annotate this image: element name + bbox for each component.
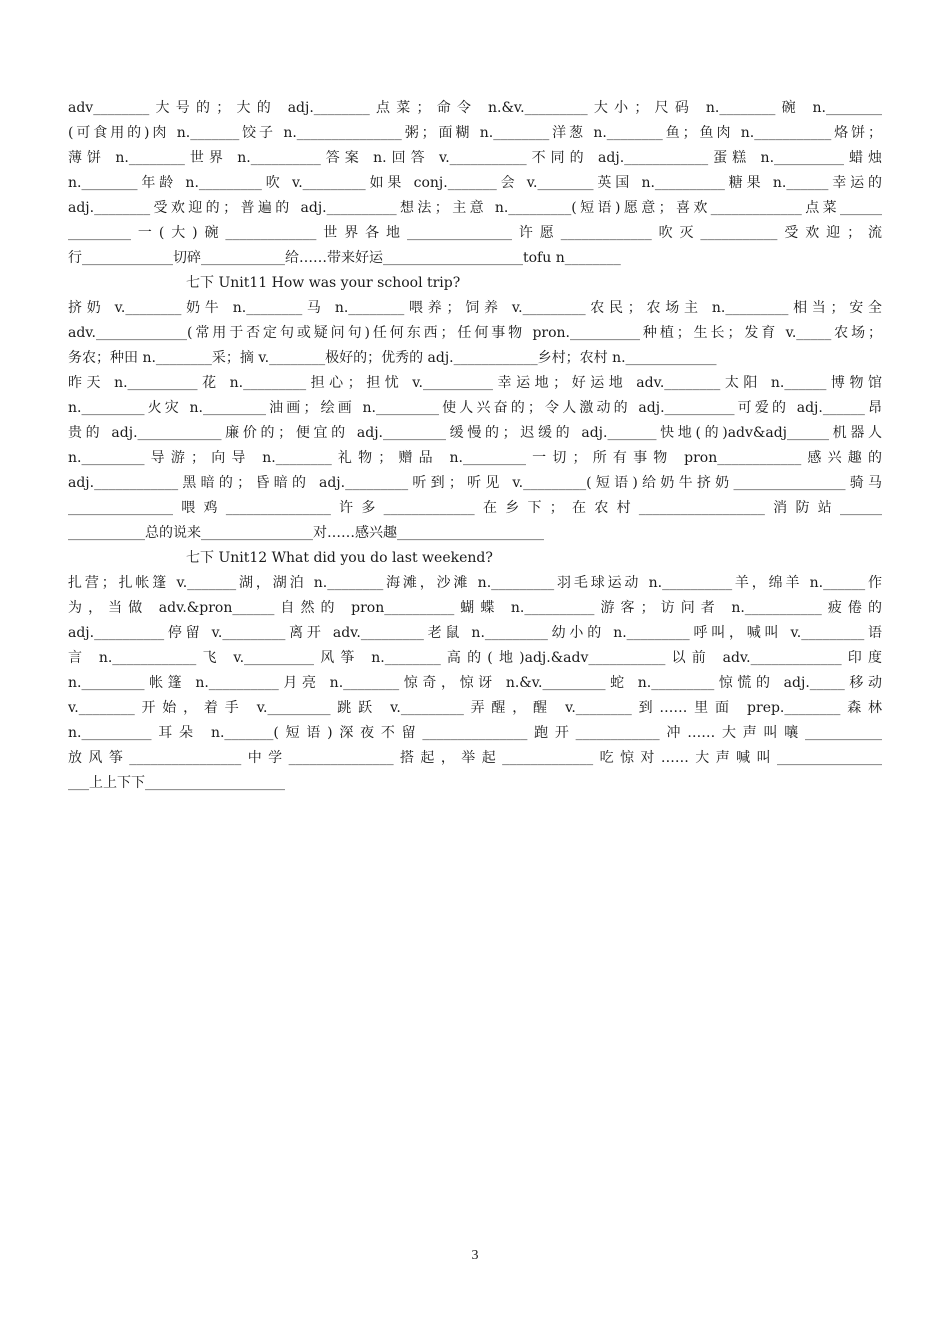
vocab-line: adj.________受欢迎的；普遍的 adj.__________想法；主意 n._________(短语)愿意；喜欢_____________点菜______ — [68, 200, 882, 216]
unit12-heading: 七下 Unit12 What did you do last weekend? — [186, 550, 493, 566]
vocab-line: n.__________耳朵 n._______(短语)深夜不留_______________跑开____________冲……大声叫嚷___________ — [68, 725, 882, 741]
vocab-line: n._________火灾 n._________油画；绘画 n._________使人兴奋的；令人激动的 adj.__________可爱的 adj.______昂 — [68, 400, 882, 416]
vocab-line: 言 n.____________飞 v.__________风筝 n.________高的(地)adj.&adv___________以前 adv._____________印度 — [68, 650, 882, 666]
vocab-line: adv________大号的；大的 adj.________点菜；命令 n.&v._________大小；尺码 n.________碗 n.________ — [68, 100, 882, 116]
vocab-line: 扎营；扎帐篷 v._______湖，湖泊 n.________海滩，沙滩 n._________羽毛球运动 n.__________羊，绵羊 n.______作 — [68, 575, 882, 591]
vocab-line: 挤奶 v.________奶牛 n.________马 n.________喂养；饲养 v._________农民；农场主 n._________相当；安全 — [68, 300, 882, 316]
vocab-line: 行_____________切碎____________给……带来好运____________________tofu n________ — [68, 250, 621, 266]
unit12-section — [68, 546, 882, 796]
vocab-line: adj.____________黑暗的；昏暗的 adj._________听到；听见 v._________(短语)给奶牛挤奶________________骑马 — [68, 475, 882, 491]
vocab-line: n.________年龄 n._________吹 v._________如果 conj._______会 v.________英国 n.__________糖果 n.______幸运的 — [68, 175, 882, 191]
vocab-line: v.________开始，着手 v._________跳跃 v._________弄醒，醒 v.________到……里面 prep.________森林 — [68, 700, 882, 716]
vocab-line: 贵的 adj.____________廉价的；便宜的 adj._________缓慢的；迟缓的 adj._______快地(的)adv&adj______机器人 — [68, 425, 882, 441]
vocab-line: 为，当做 adv.&pron______自然的 pron__________蝴蝶 n.__________游客；访问者 n.___________疲倦的 — [68, 600, 882, 616]
unit11-heading: 七下 Unit11 How was your school trip? — [186, 275, 461, 291]
unit10-section — [68, 96, 882, 271]
worksheet-page — [68, 96, 882, 796]
vocab-line: 放风筝________________中学_______________搭起，举起_____________吃惊对……大声喊叫_______________ — [68, 750, 882, 766]
vocab-line: _________一(大)碗_____________世界各地_______________许愿_____________吹灭___________受欢迎；流 — [68, 225, 882, 241]
vocab-line: 务农；种田 n.________采；摘 v.________极好的；优秀的 adj.____________乡村；农村 n._____________ — [68, 350, 717, 366]
page-number: 3 — [471, 1248, 479, 1263]
vocab-line: 昨天 n.__________花 n._________担心；担忧 v.__________幸运地；好运地 adv.________太阳 n.______博物馆 — [68, 375, 882, 391]
vocab-line: adv._____________(常用于否定句或疑问句)任何东西；任何事物 pron.__________种植；生长；发育 v._____农场； — [68, 325, 882, 341]
unit11-section — [68, 271, 882, 546]
vocab-line: adj.__________停留 v._________离开 adv._________老鼠 n._________幼小的 n._________呼叫，喊叫 v._________语 — [68, 625, 882, 641]
vocab-line: n._________导游；向导 n.________礼物；赠品 n._________一切；所有事物 pron____________感兴趣的 — [68, 450, 882, 466]
vocab-line: ___上上下下____________________ — [68, 775, 285, 791]
vocab-line: n._________帐篷 n.__________月亮 n.________惊奇，惊讶 n.&v._________蛇 n._________惊慌的 adj._____移动 — [68, 675, 882, 691]
vocab-line: 薄饼 n.________世界 n.__________答案 n.回答 v.___________不同的 adj.____________蛋糕 n.__________蜡烛 — [68, 150, 882, 166]
vocab-line: ___________总的说来________________对……感兴趣_____________________ — [68, 525, 544, 541]
vocab-line: _______________喂鸡_______________许多_____________在乡下；在农村__________________消防站______ — [68, 500, 882, 516]
vocab-line: (可食用的)肉 n._______饺子 n._______________粥；面糊 n.________洋葱 n.________鱼；鱼肉 n.___________烙饼； — [68, 125, 882, 141]
